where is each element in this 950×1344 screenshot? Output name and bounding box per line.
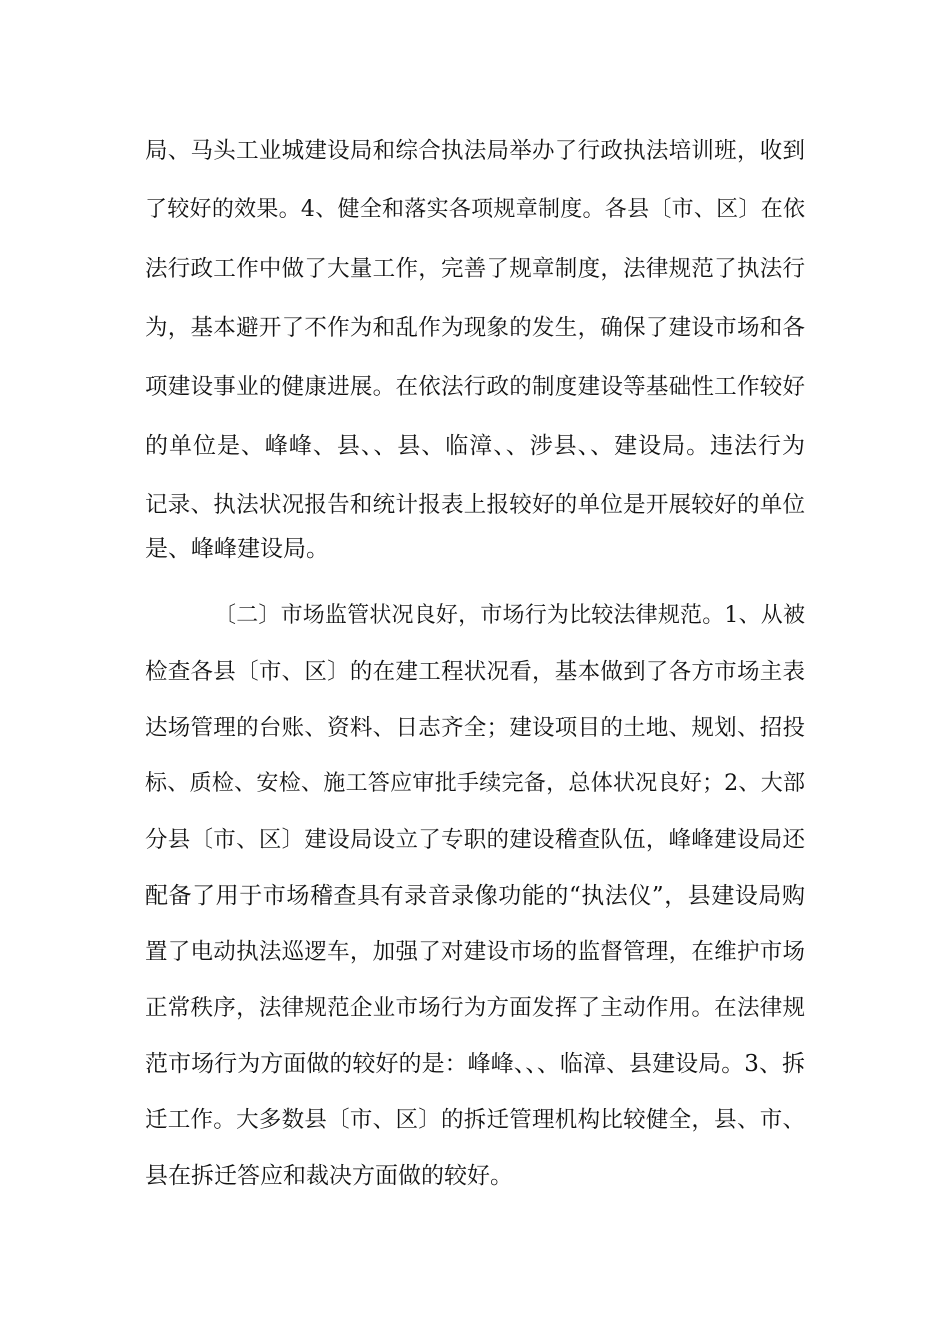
paragraph-line: 县在拆迁答应和裁决方面做的较好。 bbox=[145, 1163, 513, 1189]
paragraph-line: 法行政工作中做了大量工作，完善了规章制度，法律规范了执法行 bbox=[145, 256, 805, 282]
paragraph-line: 置了电动执法巡逻车，加强了对建设市场的监督管理，在维护市场 bbox=[145, 939, 805, 965]
paragraph-line: 正常秩序，法律规范企业市场行为方面发挥了主动作用。在法律规 bbox=[145, 995, 805, 1021]
paragraph-line: 达场管理的台账、资料、日志齐全；建设项目的土地、规划、招投 bbox=[145, 715, 805, 741]
paragraph-line: 分县〔市、区〕建设局设立了专职的建设稽查队伍，峰峰建设局还 bbox=[145, 827, 805, 853]
paragraph-line: 标、质检、安检、施工答应审批手续完备，总体状况良好；2、大部 bbox=[145, 771, 805, 796]
paragraph-line: 范市场行为方面做的较好的是：峰峰、、、临漳、县建设局。3、拆 bbox=[145, 1051, 805, 1077]
paragraph-line: 是、峰峰建设局。 bbox=[145, 536, 329, 562]
paragraph-line: 为，基本避开了不作为和乱作为现象的发生，确保了建设市场和各 bbox=[145, 315, 805, 341]
paragraph-line: 配备了用于市场稽查具有录音录像功能的“执法仪”，县建设局购 bbox=[145, 883, 805, 909]
paragraph-line: 迁工作。大多数县〔市、区〕的拆迁管理机构比较健全，县、市、 bbox=[145, 1107, 805, 1133]
paragraph-line: 〔二〕市场监管状况良好，市场行为比较法律规范。1、从被 bbox=[214, 603, 805, 628]
paragraph-line: 局、马头工业城建设局和综合执法局举办了行政执法培训班，收到 bbox=[145, 138, 805, 164]
paragraph-line: 记录、执法状况报告和统计报表上报较好的单位是开展较好的单位 bbox=[145, 492, 805, 518]
paragraph-line: 了较好的效果。4、健全和落实各项规章制度。各县〔市、区〕在依 bbox=[145, 197, 805, 222]
paragraph-line: 检查各县〔市、区〕的在建工程状况看，基本做到了各方市场主表 bbox=[145, 659, 805, 685]
paragraph-line: 项建设事业的健康进展。在依法行政的制度建设等基础性工作较好 bbox=[145, 374, 805, 400]
paragraph-line: 的单位是、峰峰、县、、县、临漳、、涉县、、建设局。违法行为 bbox=[145, 433, 805, 459]
